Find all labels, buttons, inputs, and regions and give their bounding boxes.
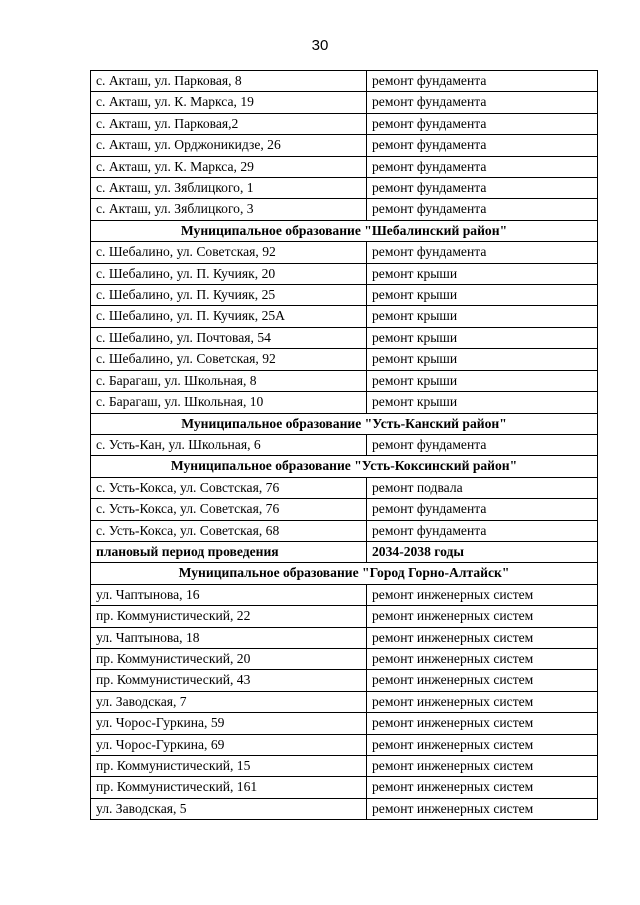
work-type-cell: ремонт крыши: [367, 327, 598, 348]
work-type-cell: ремонт подвала: [367, 477, 598, 498]
address-cell: ул. Чорос-Гуркина, 59: [91, 713, 367, 734]
table-row: [91, 670, 598, 691]
work-type-cell: ремонт фундамента: [367, 113, 598, 134]
address-cell: с. Шебалино, ул. П. Кучияк, 20: [91, 263, 367, 284]
section-title: Муниципальное образование "Город Горно-Алтайск": [91, 563, 598, 584]
table-row: [91, 71, 598, 92]
work-type-cell: ремонт фундамента: [367, 520, 598, 541]
address-cell: с. Усть-Кокса, ул. Совстская, 76: [91, 477, 367, 498]
section-header-row: [91, 413, 598, 434]
table-row: [91, 734, 598, 755]
address-cell: с. Акташ, ул. К. Маркса, 19: [91, 92, 367, 113]
address-cell: с. Шебалино, ул. Советская, 92: [91, 349, 367, 370]
address-cell: пр. Коммунистический, 15: [91, 756, 367, 777]
section-header-row: [91, 563, 598, 584]
table-row: [91, 156, 598, 177]
table-row: [91, 756, 598, 777]
section-title: Муниципальное образование "Шебалинский район": [91, 220, 598, 241]
planning-period-label: плановый период проведения: [91, 541, 367, 562]
address-cell: с. Барагаш, ул. Школьная, 10: [91, 392, 367, 413]
table-row: [91, 477, 598, 498]
work-type-cell: ремонт инженерных систем: [367, 756, 598, 777]
table-row: [91, 648, 598, 669]
work-type-cell: ремонт фундамента: [367, 434, 598, 455]
address-cell: пр. Коммунистический, 22: [91, 606, 367, 627]
address-cell: пр. Коммунистический, 43: [91, 670, 367, 691]
table-row: [91, 691, 598, 712]
address-cell: с. Шебалино, ул. П. Кучияк, 25А: [91, 306, 367, 327]
address-cell: с. Акташ, ул. Парковая,2: [91, 113, 367, 134]
work-type-cell: ремонт инженерных систем: [367, 606, 598, 627]
work-type-cell: ремонт крыши: [367, 349, 598, 370]
table-row: [91, 178, 598, 199]
table-row: [91, 113, 598, 134]
page-number: 30: [311, 37, 329, 54]
table-row: [91, 92, 598, 113]
table-row: [91, 434, 598, 455]
table-row: [91, 135, 598, 156]
table-row: [91, 606, 598, 627]
address-cell: с. Усть-Кокса, ул. Советская, 76: [91, 499, 367, 520]
work-type-cell: ремонт инженерных систем: [367, 734, 598, 755]
address-cell: с. Акташ, ул. Парковая, 8: [91, 71, 367, 92]
work-type-cell: ремонт инженерных систем: [367, 798, 598, 819]
work-type-cell: ремонт инженерных систем: [367, 584, 598, 605]
table-row: [91, 713, 598, 734]
address-cell: с. Усть-Кан, ул. Школьная, 6: [91, 434, 367, 455]
section-header-row: [91, 456, 598, 477]
table-row: [91, 349, 598, 370]
address-cell: с. Шебалино, ул. П. Кучияк, 25: [91, 285, 367, 306]
table-row: [91, 798, 598, 819]
address-cell: с. Шебалино, ул. Советская, 92: [91, 242, 367, 263]
work-type-cell: ремонт фундамента: [367, 499, 598, 520]
table-row: [91, 777, 598, 798]
address-cell: с. Акташ, ул. Орджоникидзе, 26: [91, 135, 367, 156]
address-cell: с. Усть-Кокса, ул. Советская, 68: [91, 520, 367, 541]
address-cell: с. Барагаш, ул. Школьная, 8: [91, 370, 367, 391]
work-type-cell: ремонт инженерных систем: [367, 648, 598, 669]
address-cell: с. Акташ, ул. Зяблицкого, 3: [91, 199, 367, 220]
work-type-cell: ремонт фундамента: [367, 178, 598, 199]
address-cell: ул. Заводская, 7: [91, 691, 367, 712]
work-type-cell: ремонт фундамента: [367, 242, 598, 263]
address-cell: ул. Чаптынова, 16: [91, 584, 367, 605]
table-row: [91, 520, 598, 541]
table-row: [91, 199, 598, 220]
work-type-cell: ремонт инженерных систем: [367, 713, 598, 734]
table-row: [91, 370, 598, 391]
planning-period-value: 2034-2038 годы: [367, 541, 598, 562]
address-cell: пр. Коммунистический, 161: [91, 777, 367, 798]
section-title: Муниципальное образование "Усть-Коксинский район": [91, 456, 598, 477]
table-row: [91, 285, 598, 306]
address-cell: ул. Чаптынова, 18: [91, 627, 367, 648]
address-cell: с. Акташ, ул. Зяблицкого, 1: [91, 178, 367, 199]
address-cell: ул. Заводская, 5: [91, 798, 367, 819]
work-type-cell: ремонт фундамента: [367, 71, 598, 92]
work-type-cell: ремонт инженерных систем: [367, 691, 598, 712]
work-type-cell: ремонт крыши: [367, 263, 598, 284]
work-type-cell: ремонт крыши: [367, 285, 598, 306]
table-row: [91, 242, 598, 263]
work-type-cell: ремонт фундамента: [367, 135, 598, 156]
work-type-cell: ремонт инженерных систем: [367, 777, 598, 798]
table-row: [91, 627, 598, 648]
work-type-cell: ремонт инженерных систем: [367, 670, 598, 691]
address-cell: пр. Коммунистический, 20: [91, 648, 367, 669]
section-header-row: [91, 220, 598, 241]
address-cell: ул. Чорос-Гуркина, 69: [91, 734, 367, 755]
work-type-cell: ремонт крыши: [367, 306, 598, 327]
table-row: [91, 584, 598, 605]
repair-schedule-body: [91, 71, 598, 820]
work-type-cell: ремонт крыши: [367, 392, 598, 413]
planning-period-row: [91, 541, 598, 562]
repair-schedule-table: [90, 70, 598, 820]
address-cell: с. Шебалино, ул. Почтовая, 54: [91, 327, 367, 348]
table-row: [91, 499, 598, 520]
work-type-cell: ремонт фундамента: [367, 199, 598, 220]
work-type-cell: ремонт фундамента: [367, 92, 598, 113]
section-title: Муниципальное образование "Усть-Канский район": [91, 413, 598, 434]
address-cell: с. Акташ, ул. К. Маркса, 29: [91, 156, 367, 177]
work-type-cell: ремонт крыши: [367, 370, 598, 391]
table-row: [91, 263, 598, 284]
work-type-cell: ремонт фундамента: [367, 156, 598, 177]
table-row: [91, 327, 598, 348]
table-row: [91, 306, 598, 327]
table-row: [91, 392, 598, 413]
work-type-cell: ремонт инженерных систем: [367, 627, 598, 648]
